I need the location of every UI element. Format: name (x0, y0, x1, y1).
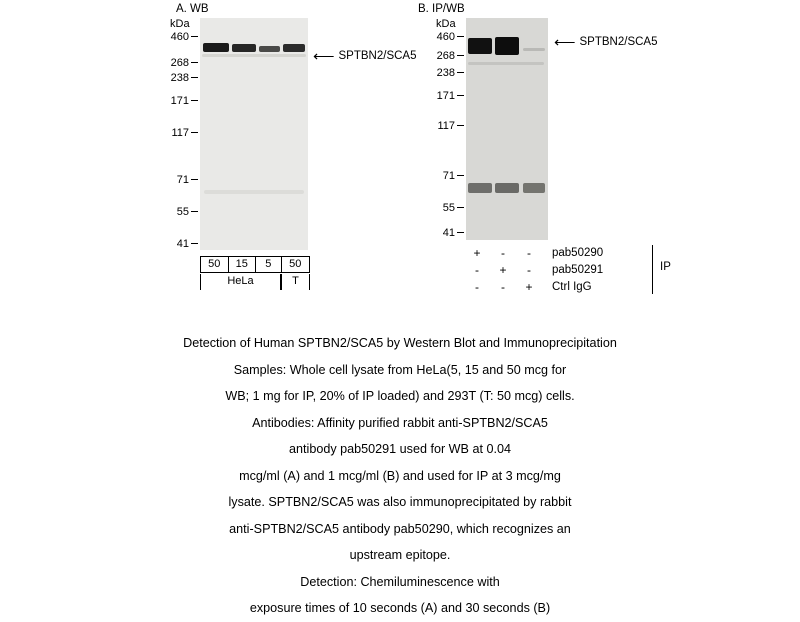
caption-line: exposure times of 10 seconds (A) and 30 seconds (B) (249, 601, 551, 615)
ladder-mark-41 (418, 227, 464, 239)
band (523, 183, 545, 193)
ip-antibody-name: pab50290 (552, 246, 604, 259)
band (259, 46, 280, 52)
panel-b-title: B. IP/WB (418, 3, 465, 15)
ladder-mark-171 (418, 90, 464, 102)
band (283, 44, 305, 52)
caption-line: Samples: Whole cell lysate from HeLa(5, 15 and 50 mcg for (233, 362, 567, 377)
ladder-mark-117 (152, 127, 198, 139)
ip-antibody-name: pab50291 (552, 263, 604, 276)
caption-line: WB; 1 mg for IP, 20% of IP loaded) and 293T (T: 50 mcg) cells. (225, 389, 575, 403)
ip-sign: - (475, 262, 479, 277)
ladder-tick-icon (191, 132, 198, 133)
band-shadow (202, 54, 306, 57)
ip-sign: + (525, 279, 533, 294)
caption-line: antibody pab50291 used for WB at 0.04 (289, 442, 511, 456)
ip-sign: - (501, 279, 505, 294)
panel-b-blot-image (466, 18, 548, 240)
panel-b-band-label: SPTBN2/SCA5 (579, 36, 658, 48)
band (203, 43, 229, 52)
ip-sign: + (499, 262, 507, 277)
ladder-tick-icon (457, 55, 464, 56)
ladder-mark-55 (418, 202, 464, 214)
left-arrow-icon: ⟵ (554, 33, 576, 51)
ladder-mark-460 (418, 31, 464, 43)
ladder-mark-268 (152, 57, 198, 69)
panel-a-lane-table (200, 256, 310, 290)
band (468, 183, 492, 193)
caption-line: mcg/ml (A) and 1 mcg/ml (B) and used for IP at 3 mcg/mg (239, 468, 561, 483)
panel-a-blot-image (200, 18, 308, 250)
caption-line: Detection of Human SPTBN2/SCA5 by Western Blot and Immunoprecipitation (183, 336, 617, 350)
ladder-tick-icon (457, 95, 464, 96)
ladder-mark-238 (418, 67, 464, 79)
ladder-mark-238 (152, 72, 198, 84)
ladder-value: 41 (442, 227, 455, 239)
ladder-tick-icon (457, 36, 464, 37)
ladder-value: 268 (170, 57, 189, 69)
ip-sign: - (527, 245, 531, 260)
panel-a-title: A. WB (176, 3, 209, 15)
panel-a-band-label: SPTBN2/SCA5 (338, 50, 417, 62)
ladder-mark-71 (152, 174, 198, 186)
ip-row (464, 244, 704, 261)
ip-sign: - (527, 262, 531, 277)
ladder-mark-460 (152, 31, 198, 43)
ladder-mark-268 (418, 50, 464, 62)
ip-sign: + (473, 245, 481, 260)
ladder-value: 41 (176, 238, 189, 250)
ladder-tick-icon (191, 36, 198, 37)
ip-antibody-name: Ctrl IgG (552, 280, 592, 293)
ladder-tick-icon (457, 175, 464, 176)
band-faint (204, 190, 304, 194)
ladder-value: 71 (442, 170, 455, 182)
ladder-value: 171 (436, 90, 455, 102)
ladder-tick-icon (457, 207, 464, 208)
ladder-tick-icon (191, 77, 198, 78)
ladder-mark-171 (152, 95, 198, 107)
ladder-tick-icon (191, 211, 198, 212)
ladder-mark-55 (152, 206, 198, 218)
sample-group-label: HeLa (200, 274, 281, 290)
ladder-value: 460 (170, 31, 189, 43)
band (495, 37, 519, 55)
ladder-value: 238 (436, 67, 455, 79)
caption-line: Detection: Chemiluminescence with (300, 574, 500, 589)
lane-amount: 5 (256, 257, 282, 272)
ip-sign: - (501, 245, 505, 260)
panel-a-group-row (200, 274, 310, 290)
ip-bracket-line (652, 245, 653, 294)
ladder-mark-41 (152, 238, 198, 250)
panel-b-band-annotation (554, 33, 658, 51)
ladder-value: 171 (170, 95, 189, 107)
ladder-tick-icon (457, 125, 464, 126)
ladder-value: 71 (176, 174, 189, 186)
panel-a-band-annotation (313, 47, 417, 65)
ladder-value: 117 (437, 120, 455, 132)
ip-condition-table (464, 244, 704, 295)
panel-a-kda-label: kDa (170, 18, 190, 30)
ip-bracket-label: IP (660, 261, 671, 273)
caption-line: Antibodies: Affinity purified rabbit anti-SPTBN2/SCA5 (252, 415, 548, 430)
ladder-value: 55 (176, 206, 189, 218)
figure-caption (0, 330, 800, 622)
band-faint (468, 62, 544, 65)
caption-line: anti-SPTBN2/SCA5 antibody pab50290, which recognizes an (229, 521, 571, 536)
ladder-tick-icon (191, 179, 198, 180)
band (468, 38, 492, 54)
ladder-tick-icon (457, 232, 464, 233)
left-arrow-icon: ⟵ (313, 47, 335, 65)
ladder-mark-71 (418, 170, 464, 182)
lane-amount: 15 (229, 257, 257, 272)
ladder-value: 55 (442, 202, 455, 214)
ip-row (464, 278, 704, 295)
caption-line: upstream epitope. (349, 548, 451, 562)
caption-line: lysate. SPTBN2/SCA5 was also immunoprecipitated by rabbit (228, 495, 572, 509)
panel-b-kda-label: kDa (436, 18, 456, 30)
lane-amount: 50 (200, 257, 229, 272)
ip-sign: - (475, 279, 479, 294)
band (232, 44, 256, 52)
ladder-value: 268 (436, 50, 455, 62)
lane-amount: 50 (282, 257, 310, 272)
ladder-tick-icon (457, 72, 464, 73)
ladder-value: 238 (170, 72, 189, 84)
sample-group-label: T (281, 274, 310, 290)
ladder-mark-117 (418, 120, 464, 132)
ladder-tick-icon (191, 62, 198, 63)
ladder-tick-icon (191, 243, 198, 244)
ladder-value: 117 (171, 127, 189, 139)
lane-amount-row (200, 256, 310, 273)
ladder-tick-icon (191, 100, 198, 101)
band-faint (523, 48, 545, 51)
ladder-value: 460 (436, 31, 455, 43)
band (495, 183, 519, 193)
